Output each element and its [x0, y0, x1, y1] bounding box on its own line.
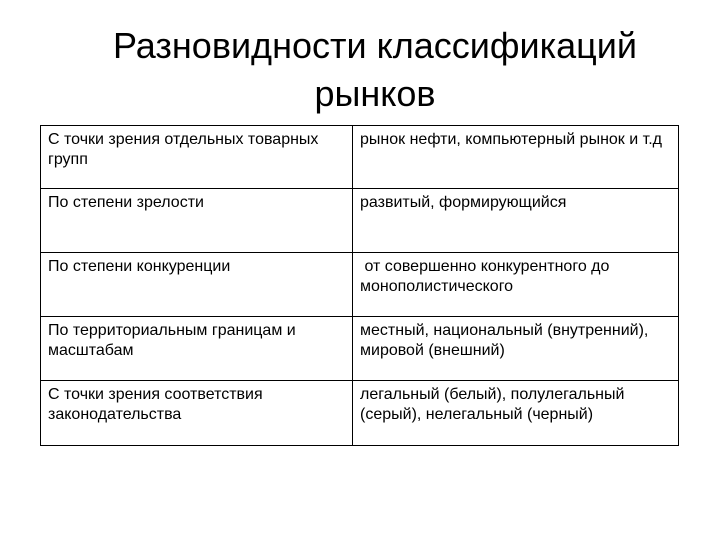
table-row — [41, 189, 679, 253]
slide-title-line-2: рынков — [314, 73, 436, 114]
criterion-cell: По степени конкуренции — [41, 253, 353, 317]
slide-title — [60, 22, 690, 118]
types-cell: рынок нефти, компьютерный рынок и т.д — [353, 126, 679, 189]
market-classification-table — [40, 125, 678, 446]
table-row — [41, 381, 679, 446]
types-cell: легальный (белый), полулегальный (серый), нелегальный (черный) — [353, 381, 679, 446]
table-row — [41, 317, 679, 381]
slide-title-line-1: Разновидности классификаций — [112, 25, 637, 66]
criterion-cell: С точки зрения соответствия законодательства — [41, 381, 353, 446]
types-cell: от совершенно конкурентного до монополистического — [353, 253, 679, 317]
types-cell: развитый, формирующийся — [353, 189, 679, 253]
table-row — [41, 253, 679, 317]
table-row — [41, 126, 679, 189]
criterion-cell: По степени зрелости — [41, 189, 353, 253]
criterion-cell: По территориальным границам и масштабам — [41, 317, 353, 381]
types-cell: местный, национальный (внутренний), мировой (внешний) — [353, 317, 679, 381]
criterion-cell: С точки зрения отдельных товарных групп — [41, 126, 353, 189]
